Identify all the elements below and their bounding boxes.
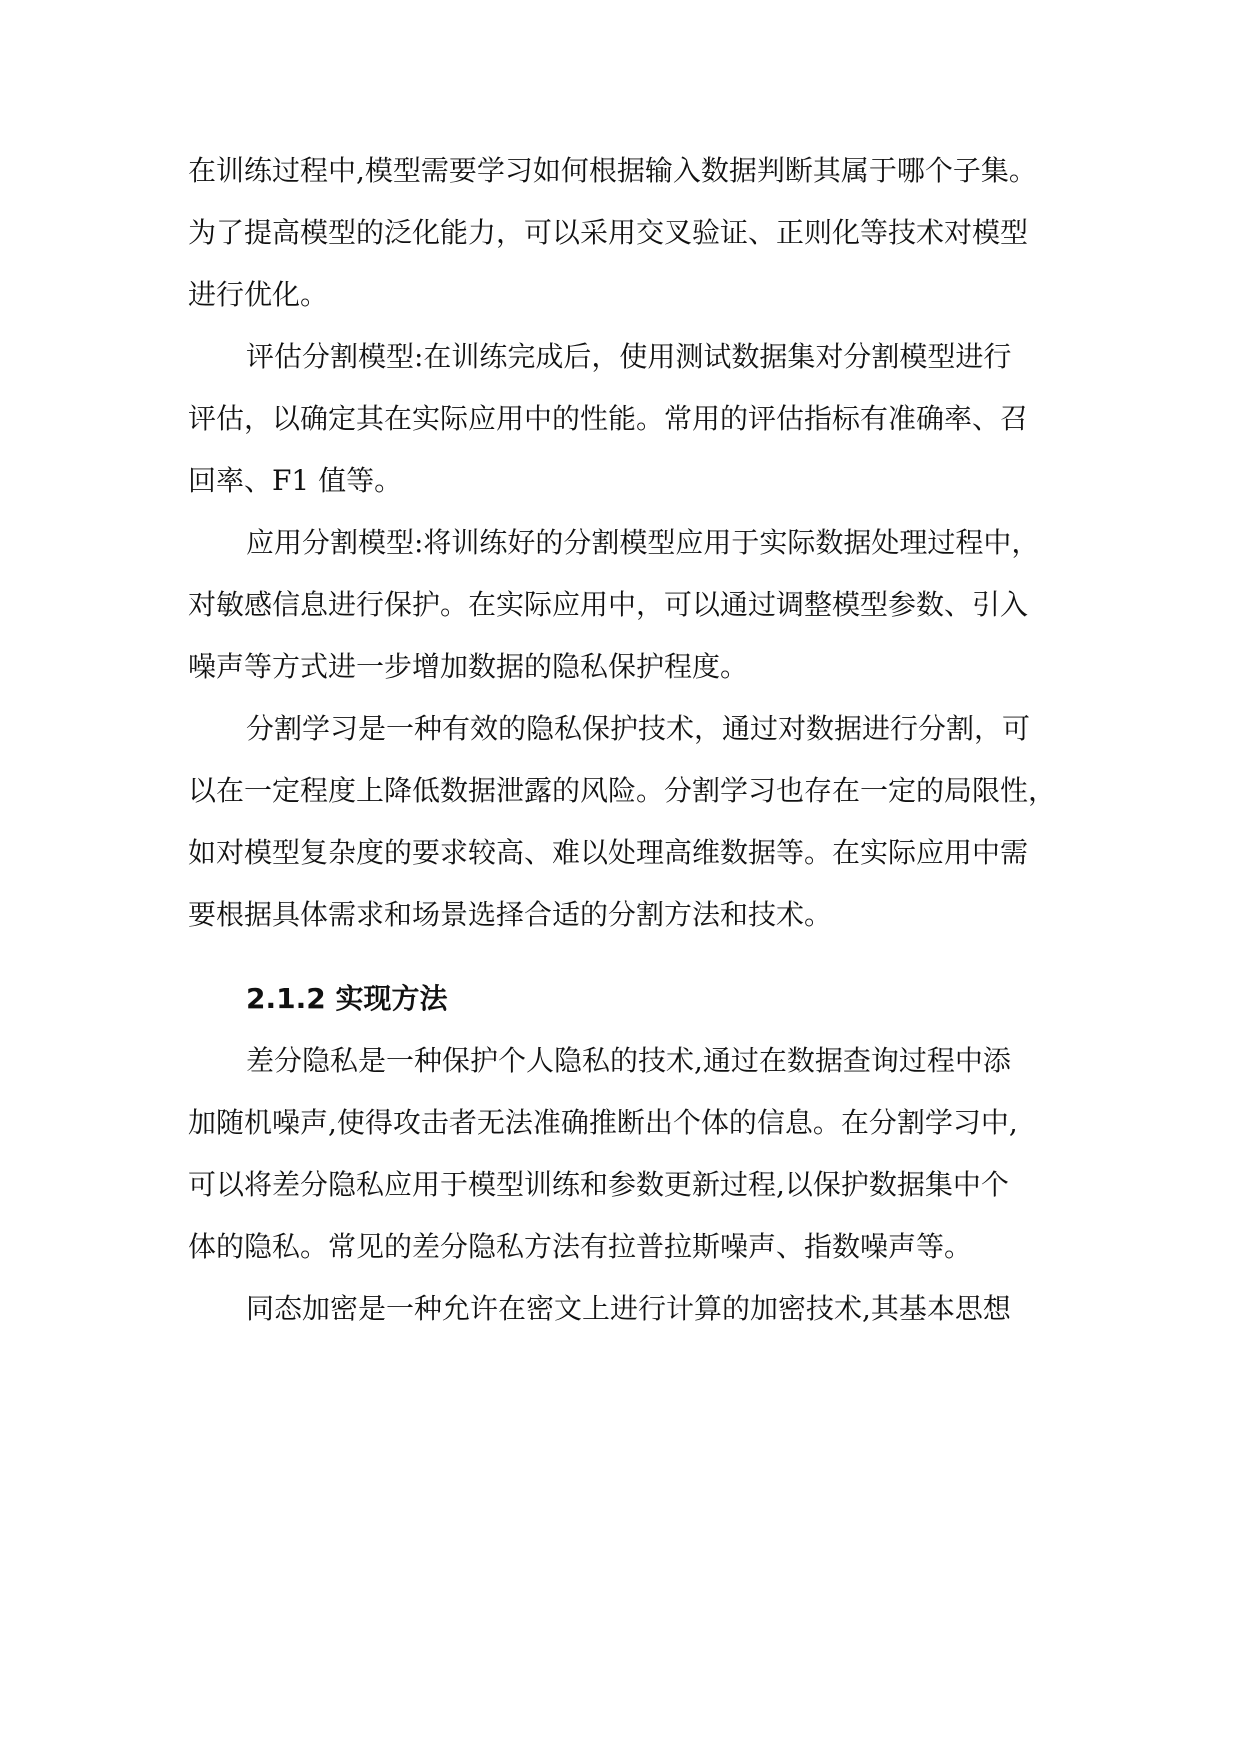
paragraph-line: 要根据具体需求和场景选择合适的分割方法和技术。 <box>188 898 833 931</box>
section-heading: 2.1.2 实现方法 <box>246 982 448 1015</box>
paragraph-line: 可以将差分隐私应用于模型训练和参数更新过程,以保护数据集中个 <box>188 1168 1009 1201</box>
paragraph-line: 分割学习是一种有效的隐私保护技术，通过对数据进行分割，可 <box>246 712 1031 745</box>
paragraph-line: 同态加密是一种允许在密文上进行计算的加密技术,其基本思想 <box>246 1292 1011 1325</box>
paragraph-line: 回率、F1 值等。 <box>188 464 403 497</box>
paragraph-line: 应用分割模型:将训练好的分割模型应用于实际数据处理过程中， <box>246 526 1040 559</box>
section-gap <box>188 946 1068 968</box>
paragraph-line: 在训练过程中,模型需要学习如何根据输入数据判断其属于哪个子集。 <box>188 154 1037 187</box>
paragraph-line: 对敏感信息进行保护。在实际应用中，可以通过调整模型参数、引入 <box>188 588 1029 621</box>
paragraph-line: 评估分割模型:在训练完成后，使用测试数据集对分割模型进行 <box>246 340 1012 373</box>
paragraph-line: 如对模型复杂度的要求较高、难以处理高维数据等。在实际应用中需 <box>188 836 1029 869</box>
paragraph-line: 进行优化。 <box>188 278 329 311</box>
paragraph-line: 差分隐私是一种保护个人隐私的技术,通过在数据查询过程中添 <box>246 1044 1011 1077</box>
body-text <box>188 140 1068 1340</box>
paragraph-line: 以在一定程度上降低数据泄露的风险。分割学习也存在一定的局限性， <box>188 774 1057 807</box>
paragraph-line: 加随机噪声,使得攻击者无法准确推断出个体的信息。在分割学习中, <box>188 1106 1018 1139</box>
paragraph-line: 为了提高模型的泛化能力，可以采用交叉验证、正则化等技术对模型 <box>188 216 1029 249</box>
paragraph-line: 评估，以确定其在实际应用中的性能。常用的评估指标有准确率、召 <box>188 402 1029 435</box>
paragraph-line: 噪声等方式进一步增加数据的隐私保护程度。 <box>188 650 749 683</box>
paragraph-line: 体的隐私。常见的差分隐私方法有拉普拉斯噪声、指数噪声等。 <box>188 1230 973 1263</box>
